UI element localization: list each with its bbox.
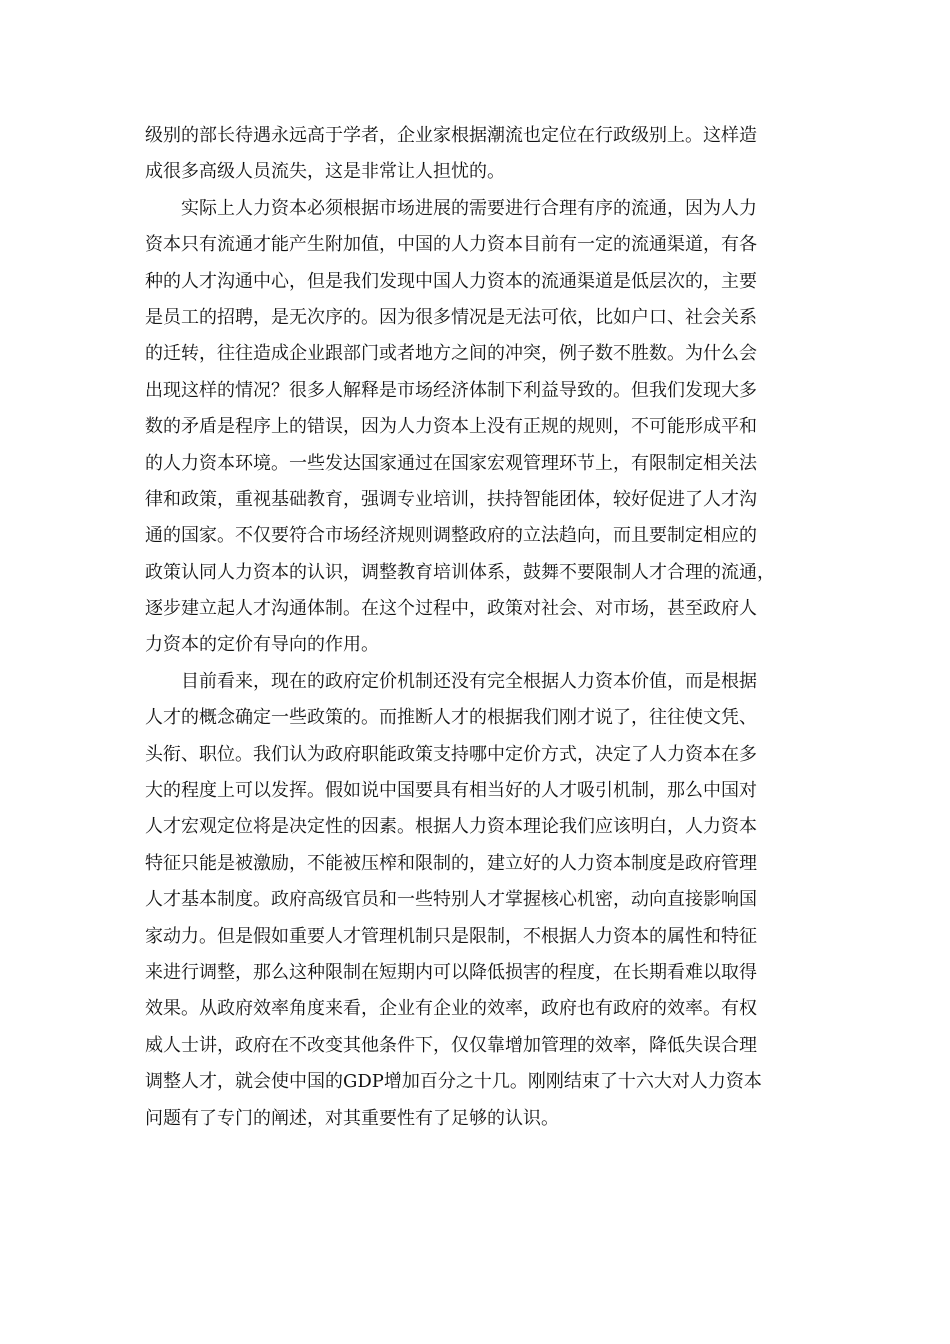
text-line: 人才基本制度。政府高级官员和一些特别人才掌握核心机密，动向直接影响国 <box>145 889 757 911</box>
text-line: 人才宏观定位将是决定性的因素。根据人力资本理论我们应该明白，人力资本 <box>145 816 757 838</box>
text-line: 资本只有流通才能产生附加值，中国的人力资本目前有一定的流通渠道，有各 <box>145 234 757 256</box>
text-line: 是员工的招聘，是无次序的。因为很多情况是无法可依，比如户口、社会关系 <box>145 306 757 328</box>
text-line: 力资本的定价有导向的作用。 <box>145 634 379 656</box>
text-line: 头衔、职位。我们认为政府职能政策支持哪中定价方式，决定了人力资本在多 <box>145 743 757 765</box>
text-line: 通的国家。不仅要符合市场经济规则调整政府的立法趋向，而且要制定相应的 <box>145 525 757 547</box>
text-line: 律和政策，重视基础教育，强调专业培训，扶持智能团体，较好促进了人才沟 <box>145 488 757 510</box>
text-line: 问题有了专门的阐述，对其重要性有了足够的认识。 <box>145 1107 559 1129</box>
text-line: 的迁转，往往造成企业跟部门或者地方之间的冲突，例子数不胜数。为什么会 <box>145 343 757 365</box>
text-line: 政策认同人力资本的认识，调整教育培训体系，鼓舞不要限制人才合理的流通， <box>145 561 775 583</box>
text-line: 人才的概念确定一些政策的。而推断人才的根据我们刚才说了，往往使文凭、 <box>145 707 757 729</box>
text-line: 出现这样的情况？很多人解释是市场经济体制下利益导致的。但我们发现大多 <box>145 379 757 401</box>
body-text <box>145 118 815 1137</box>
text-line: 威人士讲，政府在不改变其他条件下，仅仅靠增加管理的效率，降低失误合理 <box>145 1034 757 1056</box>
text-line: 调整人才，就会使中国的GDP增加百分之十几。刚刚结束了十六大对人力资本 <box>145 1071 762 1093</box>
text-line: 级别的部长待遇永远高于学者，企业家根据潮流也定位在行政级别上。这样造 <box>145 125 757 146</box>
text-line: 效果。从政府效率角度来看，企业有企业的效率，政府也有政府的效率。有权 <box>145 998 757 1020</box>
text-line: 来进行调整，那么这种限制在短期内可以降低损害的程度，在长期看难以取得 <box>145 961 757 983</box>
text-line: 成很多高级人员流失，这是非常让人担忧的。 <box>145 161 505 183</box>
text-line: 逐步建立起人才沟通体制。在这个过程中，政策对社会、对市场，甚至政府人 <box>145 598 757 620</box>
text-line: 数的矛盾是程序上的错误，因为人力资本上没有正规的规则，不可能形成平和 <box>145 416 757 438</box>
text-line: 种的人才沟通中心，但是我们发现中国人力资本的流通渠道是低层次的，主要 <box>145 270 757 292</box>
paragraph-first-line: 实际上人力资本必须根据市场进展的需要进行合理有序的流通，因为人力 <box>181 197 757 219</box>
paragraph-first-line: 目前看来，现在的政府定价机制还没有完全根据人力资本价值，而是根据 <box>181 670 757 692</box>
text-line: 大的程度上可以发挥。假如说中国要具有相当好的人才吸引机制，那么中国对 <box>145 780 757 802</box>
text-line: 的人力资本环境。一些发达国家通过在国家宏观管理环节上，有限制定相关法 <box>145 452 757 474</box>
text-line: 家动力。但是假如重要人才管理机制只是限制，不根据人力资本的属性和特征 <box>145 925 757 947</box>
text-line: 特征只能是被激励，不能被压榨和限制的，建立好的人力资本制度是政府管理 <box>145 852 757 874</box>
